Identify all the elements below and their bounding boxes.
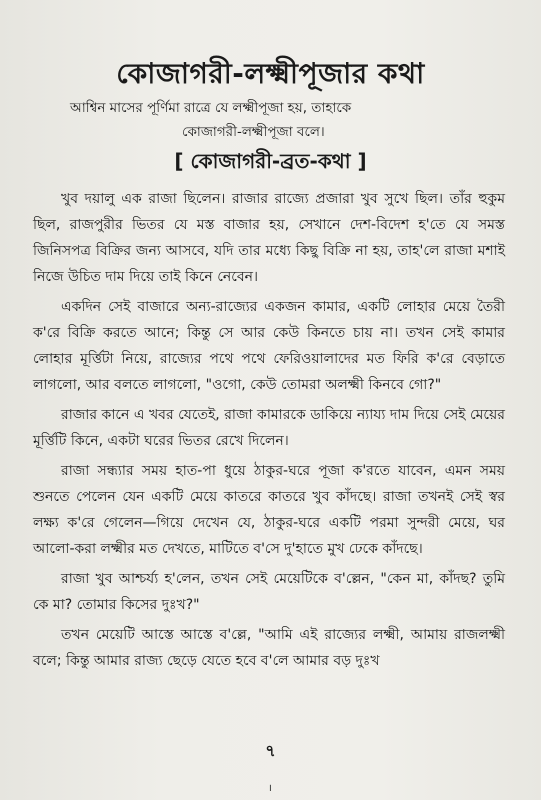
- paragraph: রাজা খুব আশ্চর্য্য হ'লেন, তখন সেই মেয়েটিকে ব'ল্লেন, "কেন মা, কাঁদছ? তুমি কে মা? তোমার কিসের দুঃখ?": [33, 571, 505, 613]
- paragraph: একদিন সেই বাজারে অন্য-রাজ্যের একজন কামার, একটি লোহার মেয়ে তৈরী ক'রে বিক্রি করতে আনে; কিন্তু সে আর কেউ কিনতে চায় না। তখন সেই কামার লোহার মূর্ত্তিটা নিয়ে, রাজ্যের পথে পথে ফেরিওয়ালাদের মত ফিরি ক'রে বেড়াতে লাগলো, আর বলতে লাগলো, "ওগো, কেউ তোমরা অলক্ষ্মী কিনবে গো?": [33, 299, 505, 393]
- paragraph: রাজার কানে এ খবর যেতেই, রাজা কামারকে ডাকিয়ে ন্যায্য দাম দিয়ে সেই মেয়ের মূর্ত্তিটি কিনে, একটা ঘরের ভিতর রেখে দিলেন।: [33, 407, 505, 449]
- paragraph: তখন মেয়েটি আস্তে আস্তে ব'ল্লে, "আমি এই রাজ্যের লক্ষ্মী, আমায় রাজলক্ষ্মী বলে; কিন্তু আমার রাজ্য ছেড়ে যেতে হবে ব'লে আমার বড় দুঃখ: [33, 627, 505, 669]
- intro-line-2: কোজাগরী-লক্ষ্মীপূজা বলে।: [182, 124, 325, 140]
- page-title: কোজাগরী-লক্ষ্মীপূজার কথা: [116, 57, 425, 90]
- intro-text: [70, 96, 490, 144]
- bottom-mark: ।: [268, 783, 272, 794]
- paragraph: রাজা সন্ধ্যার সময় হাত-পা ধুয়ে ঠাকুর-ঘরে পূজা ক'রতে যাবেন, এমন সময় শুনতে পেলেন যেন একটি মেয়ে কাতরে কাতরে খুব কাঁদছে। রাজা তখনই সেই স্বর লক্ষ্য ক'রে গেলেন—গিয়ে দেখেন যে, ঠাকুর-ঘরে একটি পরমা সুন্দরী মেয়ে, ঘর আলো-করা লক্ষ্মীর মত দেখতে, মাটিতে ব'সে দু'হাতে মুখ ঢেকে কাঁদছে।: [33, 463, 505, 557]
- section-subtitle: [ কোজাগরী-ব্রত-কথা ]: [174, 149, 367, 173]
- page-number: ৭: [265, 741, 276, 760]
- intro-line-1: আশ্বিন মাসের পূর্ণিমা রাত্রে যে লক্ষ্মীপূজা হয়, তাহাকে: [70, 100, 352, 116]
- story-body: [33, 186, 505, 678]
- paragraph: খুব দয়ালু এক রাজা ছিলেন। রাজার রাজ্যে প্রজারা খুব সুখে ছিল। তাঁর হুকুম ছিল, রাজপুরীর ভিতর যে মস্ত বাজার হয়, সেখানে দেশ-বিদেশ হ'তে যে সমস্ত জিনিসপত্র বিক্রির জন্য আসবে, যদি তার মধ্যে কিছু বিক্রি না হয়, তাহ'লে রাজা মশাই নিজে উচিত দাম দিয়ে তাই কিনে নেবেন।: [33, 191, 505, 285]
